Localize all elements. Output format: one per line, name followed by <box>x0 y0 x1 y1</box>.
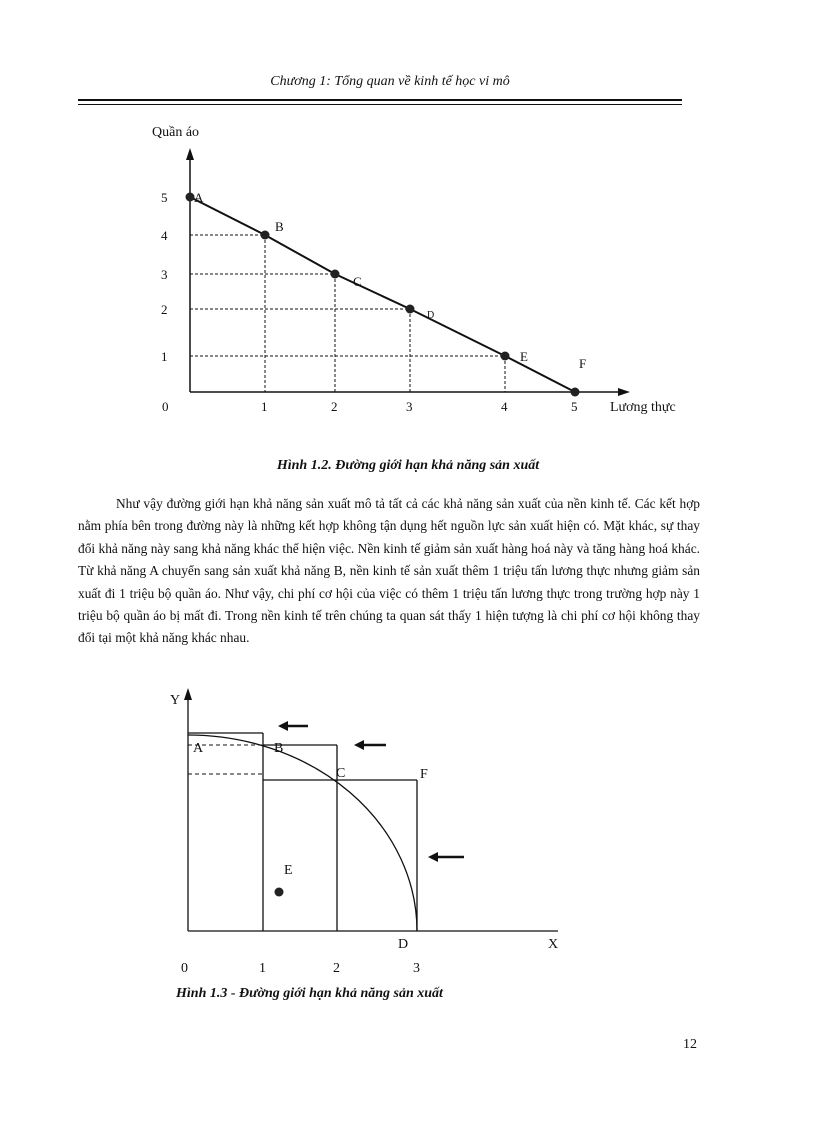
point-label-d: D <box>398 937 409 952</box>
point-label-c: C <box>353 274 362 289</box>
figure-1-2-chart <box>130 118 690 418</box>
point-c <box>331 270 340 279</box>
point-label-f: F <box>579 356 587 371</box>
figure-1-3-caption: Hình 1.3 - Đường giới hạn khả năng sản xuất <box>176 986 443 1001</box>
point-d <box>406 305 415 314</box>
x-axis-label: Lương thực <box>610 400 676 415</box>
y-tick-label: 2 <box>161 302 168 317</box>
y-axis-arrow-icon <box>184 688 192 700</box>
y-axis-label: Y <box>170 693 181 708</box>
origin-label: 0 <box>181 961 188 976</box>
shift-arrow-2-icon <box>354 740 364 750</box>
point-label-f: F <box>420 767 428 782</box>
x-tick-label: 3 <box>413 961 420 976</box>
point-label-e: E <box>284 863 293 878</box>
point-e <box>501 352 510 361</box>
body-paragraph: Như vậy đường giới hạn khả năng sản xuất mô tả tất cả các khả năng sản xuất của nền kinh tế. Các kết hợp nằm phía bên trong đường này là những kết hợp không tận dụng hết nguồn lực sản xuất hiện có. Mặt khác, sự thay đổi khả năng này sang khả năng khác thể hiện việc. Nền kinh tế giảm sản xuất hàng hoá này và tăng hàng hoá khác. Từ khả năng A chuyển sang sản xuất khả năng B, nền kinh tế sản xuất thêm 1 triệu tấn lương thực nhưng giảm sản xuất đi 1 triệu bộ quần áo. Như vậy, chi phí cơ hội của việc có thêm 1 triệu tấn lương thực trong trường hợp này 1 triệu bộ quần áo bị mất đi. Trong nền kinh tế trên chúng ta quan sát thấy 1 hiện tượng là chi phí cơ hội không thay đổi tại một khả năng khác nhau. <box>78 496 700 646</box>
point-label-d: D <box>427 310 435 321</box>
header-rule-thick <box>78 99 682 101</box>
x-tick-label: 1 <box>261 399 268 414</box>
header-rule-thin <box>78 104 682 105</box>
figure-1-2-caption: Hình 1.2. Đường giới hạn khả năng sản xuất <box>276 458 540 473</box>
running-header: Chương 1: Tổng quan về kinh tế học vi mô <box>270 74 510 89</box>
x-tick-label: 2 <box>333 961 340 976</box>
y-tick-label: 4 <box>161 228 168 243</box>
shift-arrow-1-icon <box>278 721 288 731</box>
point-label-a: A <box>194 190 204 205</box>
page-number: 12 <box>683 1037 697 1052</box>
x-tick-label: 1 <box>259 961 266 976</box>
y-axis-label: Quần áo <box>152 125 200 140</box>
origin-label: 0 <box>162 399 169 414</box>
x-tick-label: 5 <box>571 399 578 414</box>
y-tick-label: 1 <box>161 349 168 364</box>
frontier-line <box>190 197 575 392</box>
x-tick-label: 4 <box>501 399 508 414</box>
frontier-curve <box>188 735 417 931</box>
x-tick-label: 2 <box>331 399 338 414</box>
x-axis-arrow-icon <box>618 388 630 396</box>
y-axis-arrow-icon <box>186 148 194 160</box>
point-label-c: C <box>336 766 346 781</box>
point-b <box>261 231 270 240</box>
x-axis-label: X <box>548 937 559 952</box>
x-tick-label: 3 <box>406 399 413 414</box>
point-label-b: B <box>274 741 284 756</box>
point-label-b: B <box>275 219 284 234</box>
y-tick-label: 3 <box>161 267 168 282</box>
shift-arrow-3-icon <box>428 852 438 862</box>
y-tick-label: 5 <box>161 190 168 205</box>
point-label-e: E <box>520 349 528 364</box>
point-f <box>571 388 580 397</box>
figure-1-3-chart <box>160 682 580 982</box>
point-label-a: A <box>193 741 204 756</box>
point-e <box>275 888 284 897</box>
